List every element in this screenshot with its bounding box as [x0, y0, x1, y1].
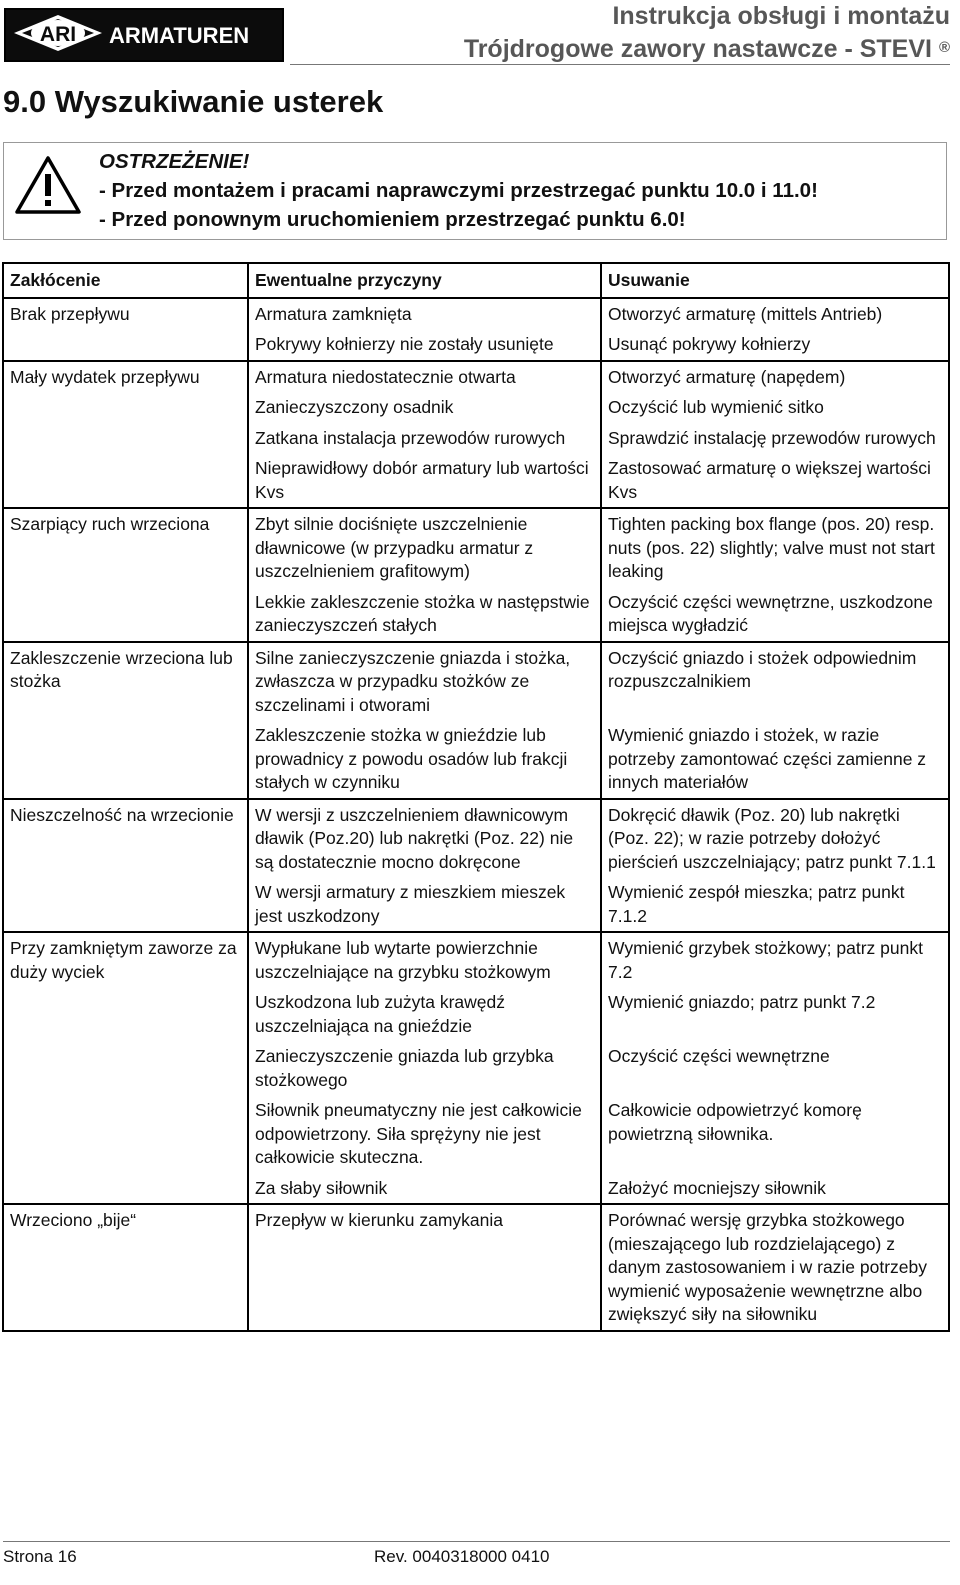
fault-cell: Nieszczelność na wrzecionie — [3, 799, 248, 878]
remedy-cell: Usunąć pokrywy kołnierzy — [601, 329, 949, 361]
table-row — [3, 1095, 949, 1173]
fault-cell: Mały wydatek przepływu — [3, 361, 248, 393]
document-title — [464, 0, 950, 66]
warning-text — [99, 147, 818, 234]
table-row — [3, 932, 949, 987]
cause-cell: Nieprawidłowy dobór armatury lub wartości Kvs — [248, 453, 601, 508]
fault-cell — [3, 1173, 248, 1205]
warning-box — [3, 142, 947, 240]
warning-line-1: - Przed montażem i pracami naprawczymi przestrzegać punktu 10.0 i 11.0! — [99, 179, 818, 202]
table-row — [3, 1041, 949, 1095]
warning-title: OSTRZEŻENIE! — [99, 150, 250, 173]
warning-line-2: - Przed ponownym uruchomieniem przestrzegać punktu 6.0! — [99, 208, 686, 231]
remedy-cell: Tighten packing box flange (pos. 20) resp. nuts (pos. 22) slightly; valve must not start leaking — [601, 508, 949, 587]
cause-cell: Zanieczyszczenie gniazda lub grzybka stożkowego — [248, 1041, 601, 1095]
table-row — [3, 392, 949, 423]
table-row — [3, 877, 949, 932]
remedy-cell: Otworzyć armaturę (mittels Antrieb) — [601, 298, 949, 330]
fault-cell: Zakleszczenie wrzeciona lub stożka — [3, 642, 248, 721]
remedy-cell: Otworzyć armaturę (napędem) — [601, 361, 949, 393]
cause-cell: W wersji armatury z mieszkiem mieszek jest uszkodzony — [248, 877, 601, 932]
fault-cell — [3, 423, 248, 454]
fault-cell — [3, 587, 248, 642]
cause-cell: Zatkana instalacja przewodów rurowych — [248, 423, 601, 454]
remedy-cell: Wymienić gniazdo i stożek, w razie potrzeby zamontować części zamienne z innych materiałów — [601, 720, 949, 799]
remedy-cell: Dokręcić dławik (Poz. 20) lub nakrętki (Poz. 22); w razie potrzeby dołożyć pierścień uszczelniający; patrz punkt 7.1.1 — [601, 799, 949, 878]
cause-cell: Silne zanieczyszczenie gniazda i stożka, zwłaszcza w przypadku stożków ze szczelinami i otworami — [248, 642, 601, 721]
cause-cell: Siłownik pneumatyczny nie jest całkowicie odpowietrzony. Siła sprężyny nie jest całkowicie skuteczna. — [248, 1095, 601, 1173]
table-row — [3, 987, 949, 1041]
warning-triangle-icon — [14, 155, 82, 215]
table-row — [3, 453, 949, 508]
ari-armaturen-logo — [4, 8, 284, 62]
fault-cell — [3, 329, 248, 361]
fault-cell: Przy zamkniętym zaworze za duży wyciek — [3, 932, 248, 987]
cause-cell: W wersji z uszczelnieniem dławnicowym dławik (Poz.20) lub nakrętki (Poz. 22) nie są dostatecznie mocno dokręcone — [248, 799, 601, 878]
header-causes: Ewentualne przyczyny — [248, 263, 601, 298]
fault-cell — [3, 392, 248, 423]
table-row — [3, 361, 949, 393]
cause-cell: Armatura zamknięta — [248, 298, 601, 330]
logo-ari-text: ARI — [39, 23, 77, 46]
table-row — [3, 642, 949, 721]
remedy-cell: Oczyścić części wewnętrzne, uszkodzone miejsca wygładzić — [601, 587, 949, 642]
page-number: Strona 16 — [3, 1547, 77, 1566]
cause-cell: Za słaby siłownik — [248, 1173, 601, 1205]
page-header — [0, 0, 960, 62]
cause-cell: Armatura niedostatecznie otwarta — [248, 361, 601, 393]
document-title-line2: Trójdrogowe zawory nastawcze - STEVI ® — [463, 35, 950, 63]
remedy-cell: Oczyścić lub wymienić sitko — [601, 392, 949, 423]
document-title-line1: Instrukcja obsługi i montażu — [612, 2, 950, 30]
cause-cell: Uszkodzona lub zużyta krawędź uszczelniająca na gnieździe — [248, 987, 601, 1041]
fault-cell: Wrzeciono „bije“ — [3, 1204, 248, 1331]
table-row — [3, 720, 949, 799]
logo-armaturen-text: ARMATUREN — [109, 23, 250, 48]
cause-cell: Wypłukane lub wytarte powierzchnie uszczelniające na grzybku stożkowym — [248, 932, 601, 987]
header-remedy: Usuwanie — [601, 263, 949, 298]
cause-cell: Pokrywy kołnierzy nie zostały usunięte — [248, 329, 601, 361]
table-header-row — [3, 263, 949, 298]
table-row — [3, 1204, 949, 1331]
fault-cell — [3, 453, 248, 508]
remedy-cell: Wymienić gniazdo; patrz punkt 7.2 — [601, 987, 949, 1041]
table-row — [3, 508, 949, 587]
section-title: 9.0 Wyszukiwanie usterek — [3, 84, 384, 119]
remedy-cell: Oczyścić gniazdo i stożek odpowiednim rozpuszczalnikiem — [601, 642, 949, 721]
header-fault: Zakłócenie — [3, 263, 248, 298]
registered-mark: ® — [938, 39, 950, 56]
remedy-cell: Wymienić grzybek stożkowy; patrz punkt 7.2 — [601, 932, 949, 987]
table-row — [3, 329, 949, 361]
fault-cell: Szarpiący ruch wrzeciona — [3, 508, 248, 587]
fault-cell — [3, 1041, 248, 1095]
cause-cell: Zanieczyszczony osadnik — [248, 392, 601, 423]
remedy-cell: Założyć mocniejszy siłownik — [601, 1173, 949, 1205]
header-rule — [290, 64, 950, 65]
cause-cell: Lekkie zakleszczenie stożka w następstwie zanieczyszczeń stałych — [248, 587, 601, 642]
remedy-cell: Sprawdzić instalację przewodów rurowych — [601, 423, 949, 454]
table-row — [3, 799, 949, 878]
cause-cell: Zakleszczenie stożka w gnieździe lub prowadnicy z powodu osadów lub frakcji stałych w czynniku — [248, 720, 601, 799]
remedy-cell: Wymienić zespół mieszka; patrz punkt 7.1.2 — [601, 877, 949, 932]
footer-rule — [3, 1541, 950, 1542]
fault-cell — [3, 720, 248, 799]
troubleshooting-table — [2, 262, 950, 1332]
revision-number: Rev. 0040318000 0410 — [374, 1547, 550, 1566]
table-row — [3, 298, 949, 330]
remedy-cell: Całkowicie odpowietrzyć komorę powietrzną siłownika. — [601, 1095, 949, 1173]
table-row — [3, 1173, 949, 1205]
cause-cell: Zbyt silnie dociśnięte uszczelnienie dławnicowe (w przypadku armatur z uszczelnieniem grafitowym) — [248, 508, 601, 587]
remedy-cell: Zastosować armaturę o większej wartości Kvs — [601, 453, 949, 508]
table-row — [3, 587, 949, 642]
table-row — [3, 423, 949, 454]
fault-cell — [3, 877, 248, 932]
remedy-cell: Porównać wersję grzybka stożkowego (mieszającego lub rozdzielającego) z danym zastosowaniem i w razie potrzeby wymienić wyposażenie wewnętrzne albo zwiększyć siły na siłowniku — [601, 1204, 949, 1331]
fault-cell: Brak przepływu — [3, 298, 248, 330]
fault-cell — [3, 987, 248, 1041]
remedy-cell: Oczyścić części wewnętrzne — [601, 1041, 949, 1095]
cause-cell: Przepływ w kierunku zamykania — [248, 1204, 601, 1331]
fault-cell — [3, 1095, 248, 1173]
